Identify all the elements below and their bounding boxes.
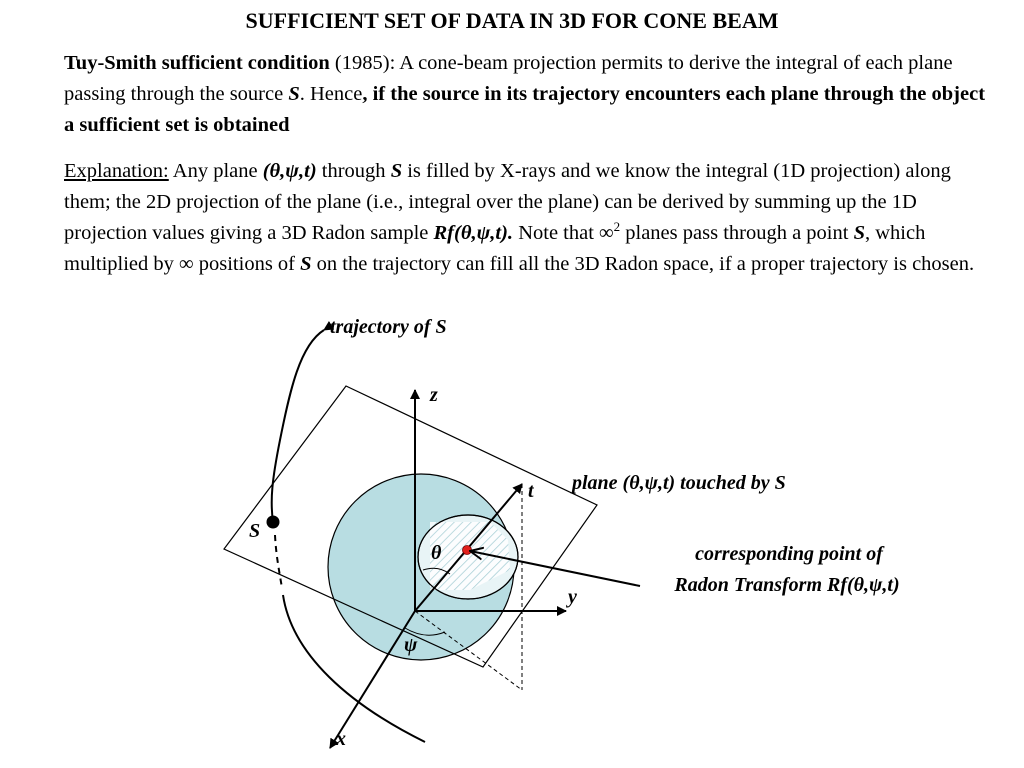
trajectory-label: trajectory of S xyxy=(330,316,447,338)
p2-source-symbol-3: S xyxy=(300,253,312,275)
p1-bold-conclusion: , if the source in its trajectory encounters each plane through the object a sufficient set is obtained xyxy=(64,83,986,136)
theta-label: θ xyxy=(431,542,442,564)
p2-superscript: 2 xyxy=(613,219,621,235)
x-axis-label: x xyxy=(336,728,346,750)
tuy-smith-lead: Tuy-Smith sufficient condition xyxy=(64,52,330,74)
p2-text-4: Note that ∞ xyxy=(513,222,614,244)
source-label: S xyxy=(249,520,261,542)
p2-text-7: on the trajectory can fill all the 3D Radon space, if a proper trajectory is chosen. xyxy=(311,253,975,275)
z-axis-label: z xyxy=(430,384,438,406)
radon-label-line2: Radon Transform Rf(θ,ψ,t) xyxy=(674,574,900,596)
slide-title: SUFFICIENT SET OF DATA IN 3D FOR CONE BEAM xyxy=(245,8,779,33)
plane-label: plane (θ,ψ,t) touched by S xyxy=(572,472,786,494)
radon-point xyxy=(463,546,472,555)
explanation-label: Explanation: xyxy=(64,160,169,182)
source-point xyxy=(267,516,280,529)
t-axis-label: t xyxy=(528,480,534,502)
p2-text-6: , which multiplied by ∞ positions of xyxy=(64,222,926,275)
source-trajectory-hidden xyxy=(275,535,282,588)
y-axis-label: y xyxy=(568,586,577,608)
radon-label-line1: corresponding point of xyxy=(695,543,883,565)
p1-text-b: . Hence xyxy=(299,83,363,105)
p2-source-symbol-2: S xyxy=(853,222,865,244)
p2-radon-sample: Rf(θ,ψ,t). xyxy=(433,222,514,244)
psi-label: ψ xyxy=(404,634,418,656)
p1-source-symbol: S xyxy=(288,83,300,105)
p2-plane-params: (θ,ψ,t) xyxy=(262,160,317,182)
p2-text-5: planes pass through a point xyxy=(620,222,854,244)
p2-text-3: is filled by X-rays and we know the integral (1D projection) along them; the 2D projection of the plane (i.e., integral over the plane) can be derived by summing up the 1D projection values giving a 3D Radon sample xyxy=(64,160,951,244)
p2-source-symbol-1: S xyxy=(390,160,403,182)
p1-text-a: (1985): A cone-beam projection permits to derive the integral of each plane passing through the source xyxy=(64,52,953,105)
p2-text-2: through xyxy=(316,160,391,182)
p2-text-1: Any plane xyxy=(168,160,263,182)
